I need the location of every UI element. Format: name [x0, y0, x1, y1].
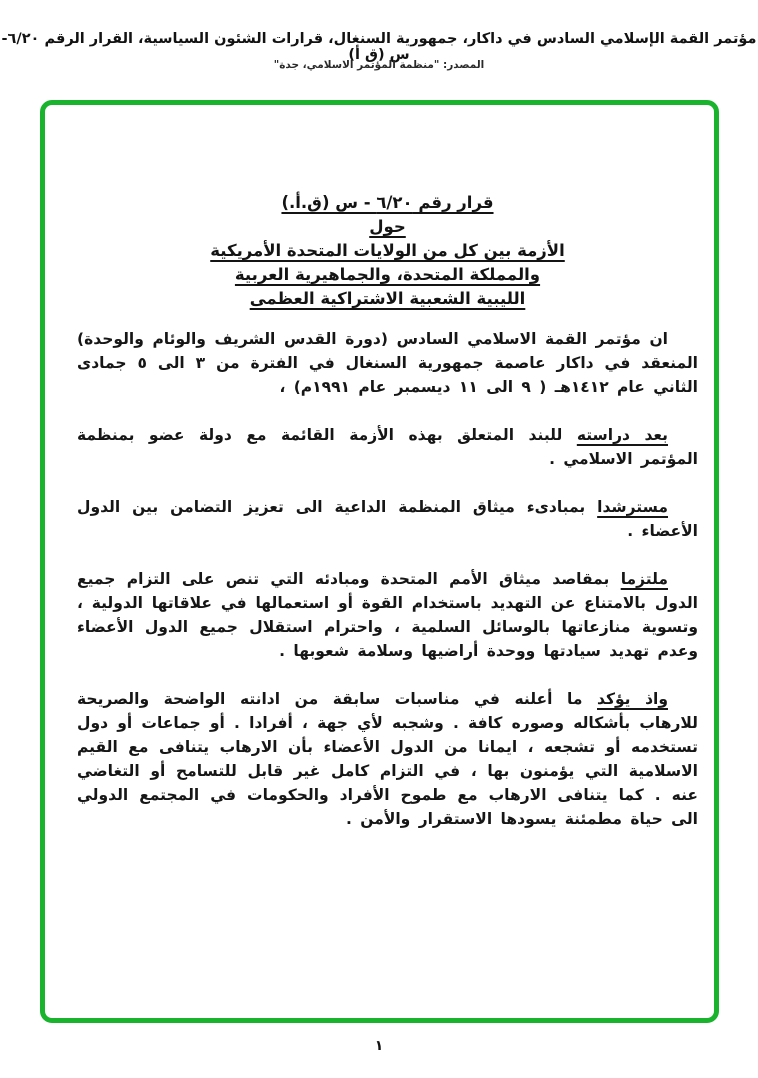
paragraph-lead: واذ يؤكد — [597, 690, 668, 708]
title-line-uk-jamahiriya — [77, 263, 698, 287]
title-libya-text: الليبية الشعبية الاشتراكية العظمى — [249, 289, 526, 308]
title-line-libya — [77, 287, 698, 311]
paragraph-text: ان مؤتمر القمة الاسلامي السادس (دورة القدس الشريف والوئام والوحدة) المنعقد في داكار عاصمة جمهورية السنغال في الفترة من ٣ الى ٥ جمادى الثاني عام ١٤١٢هـ ( ٩ الى ١١ ديسمبر عام ١٩٩١م) ، — [77, 330, 698, 396]
paragraph-reaffirming — [77, 687, 698, 831]
title-crisis-text: الأزمة بين كل من الولايات المتحدة الأمريكية — [210, 241, 565, 260]
paragraph-lead: ملتزما — [620, 570, 668, 588]
title-about-text: حول — [369, 217, 406, 236]
title-line-crisis — [77, 239, 698, 263]
paragraph-guided-by — [77, 495, 698, 543]
paragraph-lead: مسترشدا — [597, 498, 668, 516]
title-uk-jamahiriya-text: والمملكة المتحدة، والجماهيرية العربية — [234, 265, 541, 284]
paragraph-text: للبند المتعلق بهذه الأزمة القائمة مع دولة عضو بمنظمة المؤتمر الاسلامي . — [77, 426, 698, 468]
paragraph-text: ما أعلنه في مناسبات سابقة من ادانته الواضحة والصريحة للارهاب بأشكاله وصوره كافة . وشجبه لأي جهة ، أفرادا . أو جماعات أو دول تستخدمه أو تشجعه ، ايمانا من الدول الأعضاء بأن الارهاب يتنافى مع القيم الاسلامية التي يؤمنون بها ، في التزام كامل غير قابل للتسامح أو التغاضي عنه . كما يتنافى الارهاب مع طموح الأفراد والحكومات في المجتمع الدولي الى حياة مطمئنة يسودها الاستقرار والأمن . — [77, 690, 698, 828]
document-header-title: مؤتمر القمة الإسلامي السادس في داكار، جمهورية السنغال، قرارات الشئون السياسية، القرار الرقم ٦/٢٠-س (ق أ) — [1, 31, 757, 63]
title-line-about — [77, 215, 698, 239]
green-border-frame — [40, 100, 719, 1023]
paragraph-text: بمبادىء ميثاق المنظمة الداعية الى تعزيز التضامن بين الدول الأعضاء . — [77, 498, 698, 540]
resolution-number-line — [77, 191, 698, 215]
paragraph-committed-to — [77, 567, 698, 663]
document-source-line: المصدر: "منظمة المؤتمر الاسلامي، جدة" — [273, 59, 485, 71]
page-number: ١ — [374, 1038, 384, 1054]
paragraph-preamble — [77, 327, 698, 399]
resolution-title-block — [77, 191, 698, 311]
paragraph-having-studied — [77, 423, 698, 471]
paragraph-lead: بعد دراسته — [576, 426, 668, 444]
paragraph-text: بمقاصد ميثاق الأمم المتحدة ومبادئه التي تنص على التزام جميع الدول بالامتناع عن التهديد باستخدام القوة أو استعمالها في علاقاتها الدولية ، وتسوية منازعاتها بالوسائل السلمية ، واحترام استقلال جميع الدول الأعضاء وعدم تهديد سيادتها ووحدة أراضيها وسلامة شعوبها . — [77, 570, 698, 660]
resolution-number-text: قرار رقم ٦/٢٠ - س (ق.أ.) — [281, 193, 494, 212]
document-body — [45, 105, 714, 1018]
